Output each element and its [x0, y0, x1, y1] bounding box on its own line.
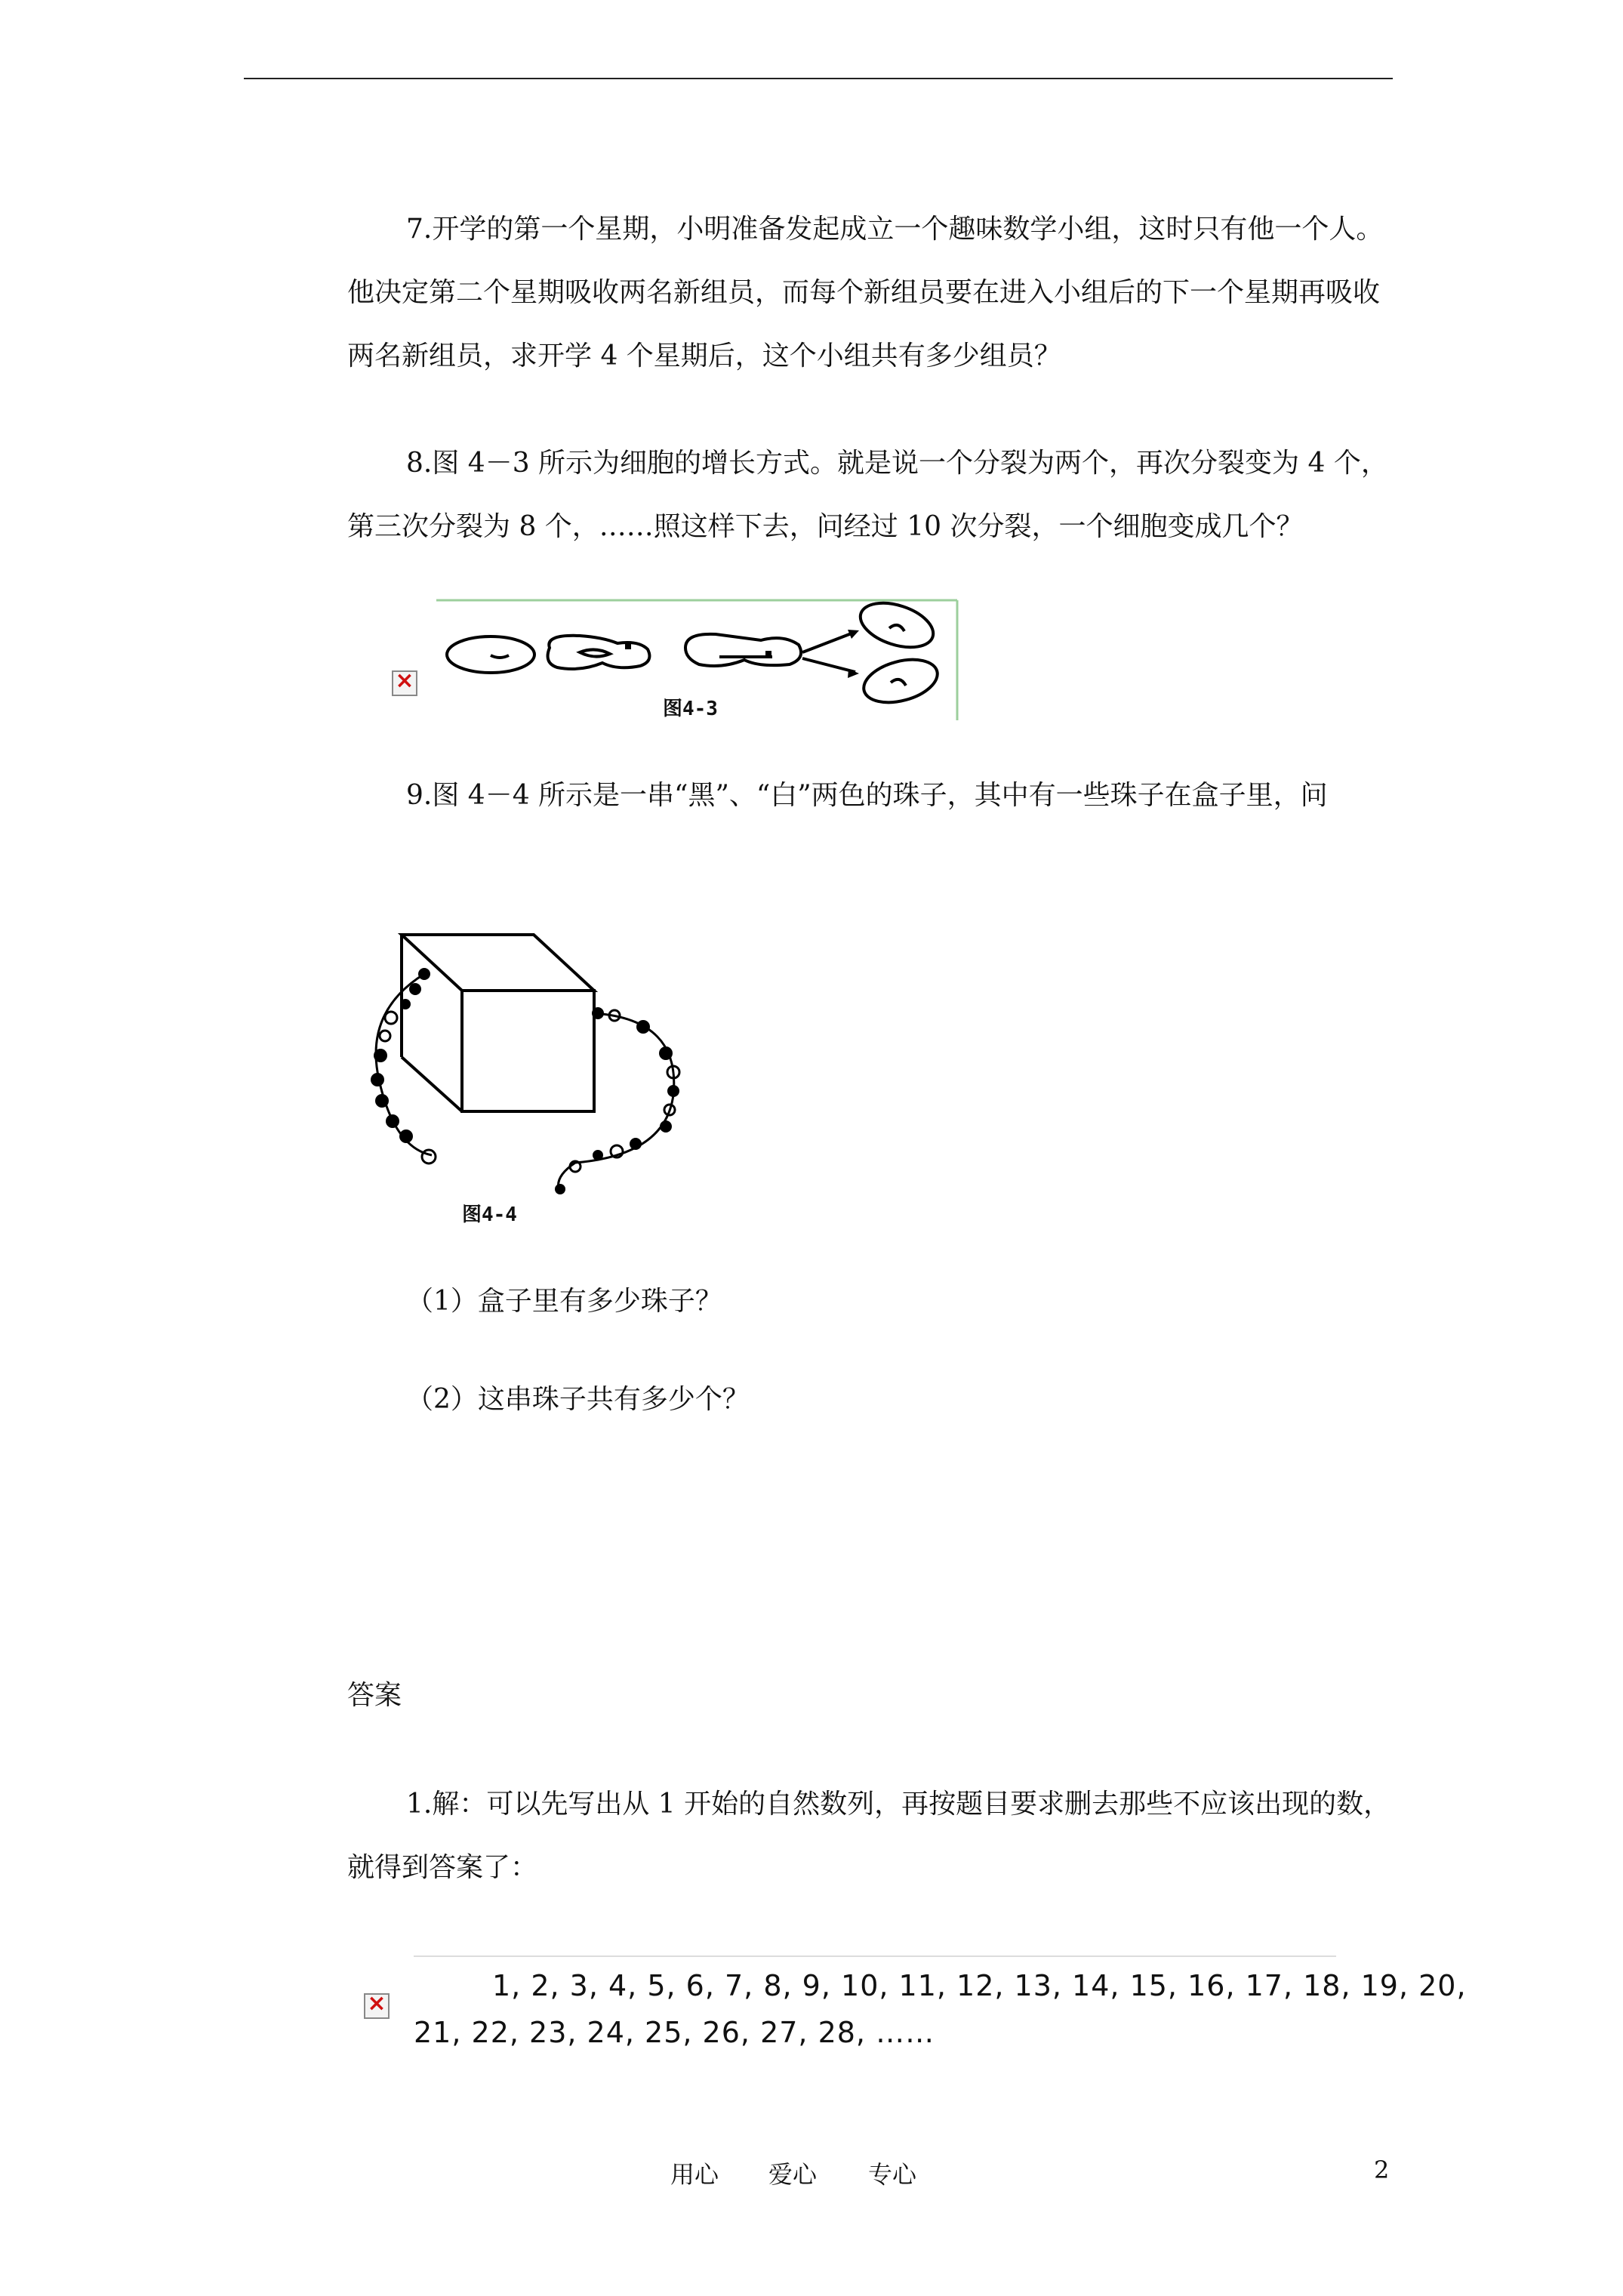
number-sequence-row-1: 1, 2, 3, 4, 5, 6, 7, 8, 9, 10, 11, 12, 13, 14, 15, 16, 17, 18, 19, 20, — [492, 1969, 1467, 2002]
figure-4-4-caption: 图4-4 — [462, 1203, 517, 1226]
question-7: 7.开学的第一个星期，小明准备发起成立一个趣味数学小组，这时只有他一个人。他决定第二个星期吸收两名新组员，而每个新组员要在进入小组后的下一个星期再吸收两名新组员，求开学 4 个星期后，这个小组共有多少组员？ — [347, 214, 1384, 371]
footer-left: 用心 — [670, 2160, 719, 2189]
footer-center: 爱心 — [768, 2160, 818, 2189]
footer-right: 专心 — [868, 2160, 917, 2189]
figure-4-3-caption: 图4-3 — [663, 698, 718, 720]
page-number: 2 — [1374, 2156, 1390, 2184]
question-9-sub-1: （1）盒子里有多少珠子？ — [406, 1286, 722, 1317]
broken-image-icon: × — [364, 1993, 390, 2019]
number-sequence-row-2: 21, 22, 23, 24, 25, 26, 27, 28, …… — [414, 2016, 935, 2049]
answer-1: 1.解：可以先写出从 1 开始的自然数列，再按题目要求删去那些不应该出现的数，就得到答案了： — [347, 1789, 1391, 1883]
question-9-sub-2: （2）这串珠子共有多少个？ — [406, 1384, 750, 1415]
question-9: 9.图 4－4 所示是一串“黑”、“白”两色的珠子，其中有一些珠子在盒子里，问 — [406, 780, 1328, 811]
header-rule — [244, 78, 1393, 79]
figure-4-3 — [436, 598, 965, 720]
bead-box-drawing — [349, 929, 711, 1200]
figure-4-4 — [349, 929, 711, 1226]
answers-heading: 答案 — [347, 1680, 402, 1711]
number-sequence-image — [414, 1955, 1467, 2055]
broken-image-icon: × — [392, 670, 417, 696]
question-8: 8.图 4－3 所示为细胞的增长方式。就是说一个分裂为两个，再次分裂变为 4 个，第三次分裂为 8 个，……照这样下去，问经过 10 次分裂，一个细胞变成几个？ — [347, 448, 1388, 542]
